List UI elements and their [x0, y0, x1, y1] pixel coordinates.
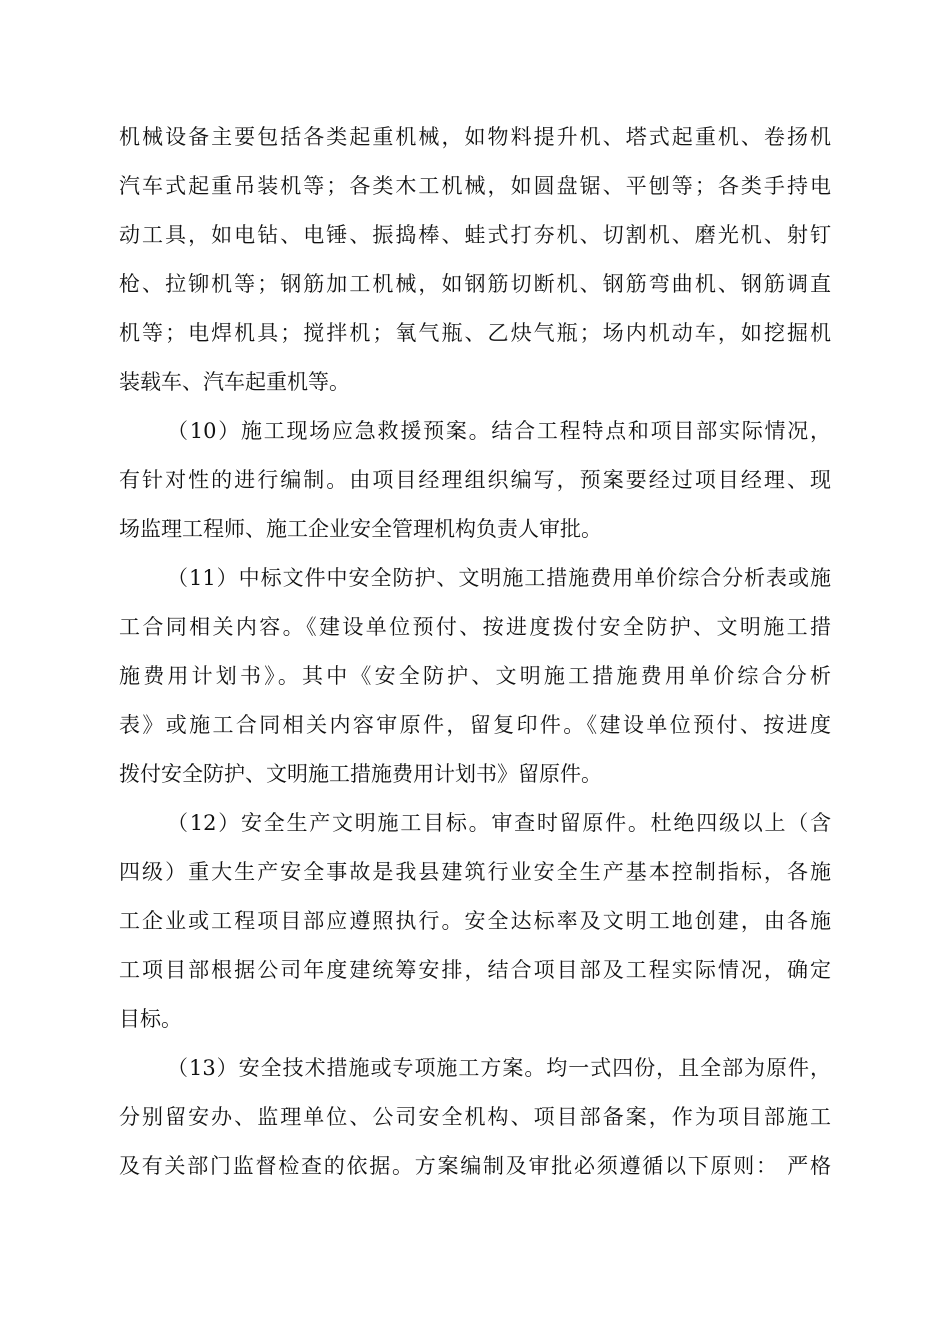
text-line: 及有关部门监督检查的依据。方案编制及审批必须遵循以下原则： 严格 — [119, 1154, 831, 1178]
text-line: 工企业或工程项目部应遵照执行。安全达标率及文明工地创建，由各施 — [119, 909, 831, 933]
text-line: 场监理工程师、施工企业安全管理机构负责人审批。 — [119, 517, 602, 541]
text-line: 装载车、汽车起重机等。 — [119, 370, 350, 394]
text-line: 汽车式起重吊装机等；各类木工机械，如圆盘锯、平刨等；各类手持电 — [119, 174, 831, 198]
text-line: 施费用计划书》。其中《安全防护、文明施工措施费用单价综合分析 — [119, 664, 831, 688]
paragraph-item-12 — [119, 799, 831, 1044]
document-body — [119, 113, 831, 1191]
text-line: 拨付安全防护、文明施工措施费用计划书》留原件。 — [119, 762, 602, 786]
text-line: （13）安全技术措施或专项施工方案。均一式四份，且全部为原件， — [167, 1056, 831, 1080]
paragraph-machinery-list — [119, 113, 831, 407]
text-line: 机等；电焊机具；搅拌机；氧气瓶、乙炔气瓶；场内机动车，如挖掘机 — [119, 321, 831, 345]
text-line: 有针对性的进行编制。由项目经理组织编写，预案要经过项目经理、现 — [119, 468, 831, 492]
text-line: 工项目部根据公司年度建统筹安排，结合项目部及工程实际情况，确定 — [119, 958, 831, 982]
paragraph-item-13 — [119, 1044, 831, 1191]
text-line: 机械设备主要包括各类起重机械，如物料提升机、塔式起重机、卷扬机 — [119, 125, 831, 149]
text-line: 枪、拉铆机等；钢筋加工机械，如钢筋切断机、钢筋弯曲机、钢筋调直 — [119, 272, 831, 296]
text-line: （11）中标文件中安全防护、文明施工措施费用单价综合分析表或施 — [167, 566, 831, 590]
text-line: 分别留安办、监理单位、公司安全机构、项目部备案，作为项目部施工 — [119, 1105, 831, 1129]
text-line: （12）安全生产文明施工目标。审查时留原件。杜绝四级以上（含 — [167, 811, 831, 835]
paragraph-item-10 — [119, 407, 831, 554]
text-line: 目标。 — [119, 1007, 182, 1031]
text-line: 四级）重大生产安全事故是我县建筑行业安全生产基本控制指标，各施 — [119, 860, 831, 884]
text-line: 动工具，如电钻、电锤、振捣棒、蛙式打夯机、切割机、磨光机、射钉 — [119, 223, 831, 247]
text-line: 工合同相关内容。《建设单位预付、按进度拨付安全防护、文明施工措 — [119, 615, 831, 639]
paragraph-item-11 — [119, 554, 831, 799]
text-line: 表》或施工合同相关内容审原件，留复印件。《建设单位预付、按进度 — [119, 713, 831, 737]
text-line: （10）施工现场应急救援预案。结合工程特点和项目部实际情况， — [167, 419, 831, 443]
